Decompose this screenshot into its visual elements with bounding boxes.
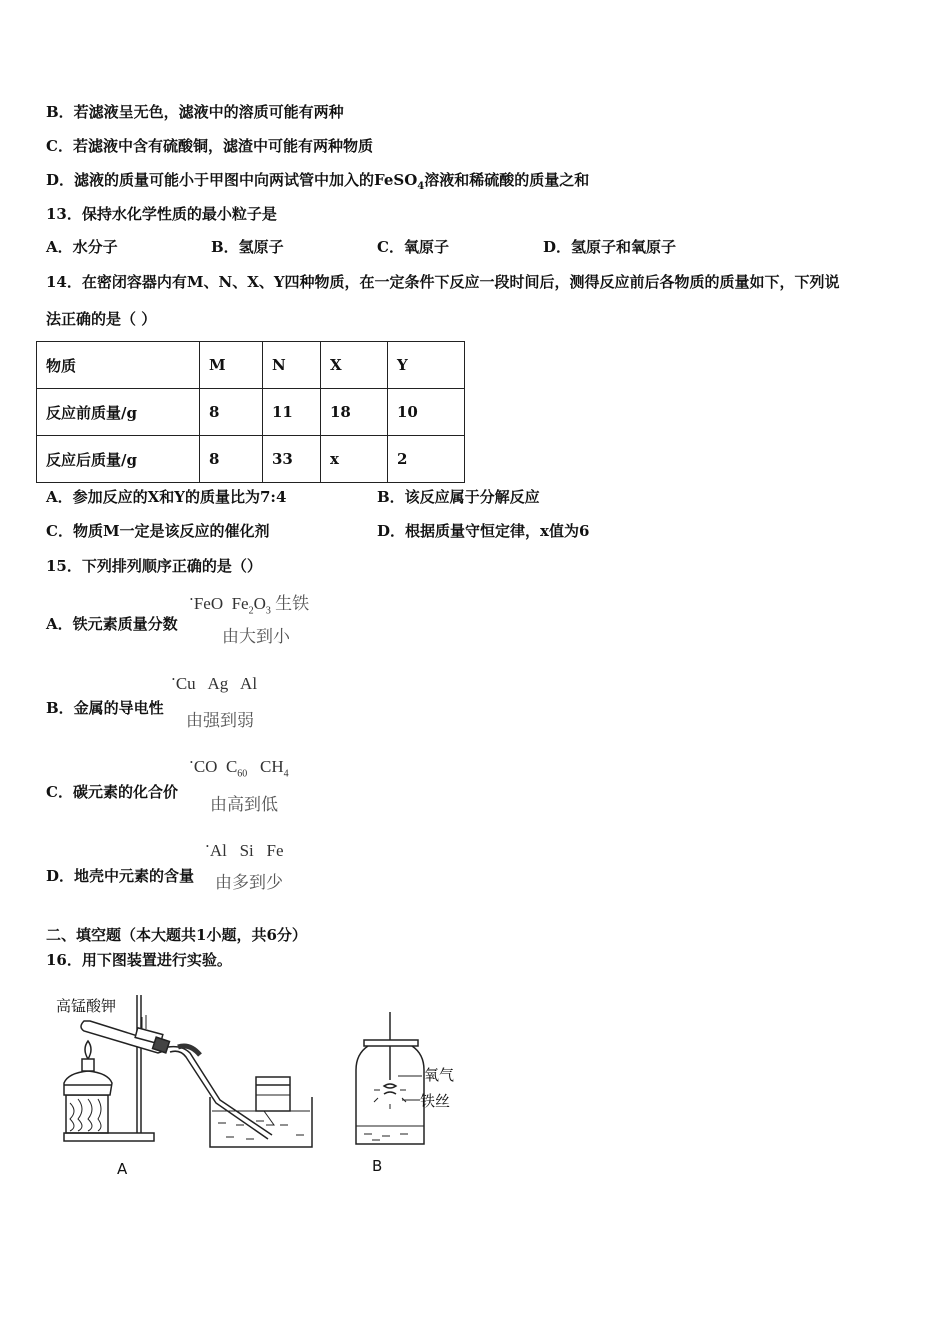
table-row [37,389,465,436]
formula-sub: 4 [283,768,289,780]
formula-sub: 2 [248,605,254,617]
section-title: 二、填空题（本大题共1小题，共6分） [46,926,307,944]
label-kmno4: 高锰酸钾 [56,997,117,1015]
q15-option-d-order: 由多到少 [215,873,283,893]
q13-option-b: B．氢原子 [211,238,284,256]
q15-option-c-formula: •CO $C_{60}$ $CH_4$ [190,757,289,780]
formula-sub: 60 [237,768,248,780]
table-cell: 2 [388,436,465,483]
q13-stem: 13．保持水化学性质的最小粒子是 [46,205,277,223]
q15-option-a-label: A．铁元素质量分数 [46,615,178,633]
q15-option-d-formula: •Al Si Fe [206,841,284,860]
q15-option-a-order: 由大到小 [222,627,290,647]
formula-ch: CH [260,757,284,776]
q16-stem: 16．用下图装置进行实验。 [46,951,232,969]
q15-stem: 15．下列排列顺序正确的是（） [46,557,262,575]
table-cell: 8 [200,436,263,483]
formula-sub: 3 [265,605,271,617]
q14-stem-line1: 14．在密闭容器内有M、N、X、Y四种物质，在一定条件下反应一段时间后，测得反应前后各物质的质量如下，下列说 [46,273,840,291]
formula-metals: Cu Ag Al [175,674,258,693]
alcohol-lamp [64,1071,112,1095]
formula-o: O [253,594,266,613]
table-cell: Y [388,342,465,389]
collection-bottle [256,1077,290,1111]
q13-option-a: A．水分子 [46,238,118,256]
apparatus-a-figure [50,985,350,1160]
q15-option-b-order: 由强到弱 [186,711,254,731]
table-cell: 反应后质量/g [37,436,200,483]
formula-co: CO [193,757,218,776]
q13-option-d: D．氢原子和氧原子 [543,238,677,256]
table-cell: 18 [321,389,388,436]
formula-elements: Al Si Fe [209,841,284,860]
table-cell: 物质 [37,342,200,389]
formula-c: C [225,757,238,776]
iron-wire-coil [384,1084,396,1094]
q14-stem-line2: 法正确的是（ ） [46,310,157,328]
table-header-row [37,342,465,389]
q15-option-b-formula: •Cu Ag Al [172,674,258,693]
option-d-line [46,170,589,197]
formula-fe: Fe [231,594,249,613]
label-oxygen: 氧气 [424,1066,455,1084]
caption-a: A [117,1160,128,1178]
table-cell: 33 [263,436,321,483]
option-b-line: B．若滤液呈无色，滤液中的溶质可能有两种 [46,103,344,121]
caption-b: B [372,1157,383,1175]
table-cell: 11 [263,389,321,436]
q15-option-a-formula: •FeO $Fe_2O_3$ 生铁 [190,594,310,617]
table-row [37,436,465,483]
table-cell: X [321,342,388,389]
q13-option-c: C．氧原子 [377,238,449,256]
apparatus-b-figure [350,1010,470,1150]
label-iron-wire: 铁丝 [420,1092,451,1110]
q14-option-a: A．参加反应的X和Y的质量比为7:4 [46,488,287,506]
q14-option-d: D．根据质量守恒定律，x值为6 [377,522,590,540]
q15-option-b-label: B．金属的导电性 [46,699,164,717]
option-c-line: C．若滤液中含有硫酸铜，滤渣中可能有两种物质 [46,137,373,155]
q14-option-c: C．物质M一定是该反应的催化剂 [46,522,270,540]
table-cell: 反应前质量/g [37,389,200,436]
table-cell: M [200,342,263,389]
table-cell: 10 [388,389,465,436]
flame-icon [85,1041,91,1059]
wooden-block [66,1095,108,1133]
q15-option-c-order: 由高到低 [210,795,278,815]
table-cell: x [321,436,388,483]
option-d-subscript: 4 [417,181,425,192]
table-cell: N [263,342,321,389]
table-cell: 8 [200,389,263,436]
q14-option-b: B．该反应属于分解反应 [377,488,540,506]
stand-base [64,1133,154,1141]
mass-table [36,341,465,483]
option-d-text-2: 溶液和稀硫酸的质量之和 [424,171,590,189]
formula-feo: FeO [193,594,224,613]
option-d-text-1: D．滤液的质量可能小于甲图中向两试管中加入的FeSO [46,171,418,189]
formula-pig-iron: 生铁 [275,594,310,614]
q15-option-c-label: C．碳元素的化合价 [46,783,178,801]
q15-option-d-label: D．地壳中元素的含量 [46,867,195,885]
